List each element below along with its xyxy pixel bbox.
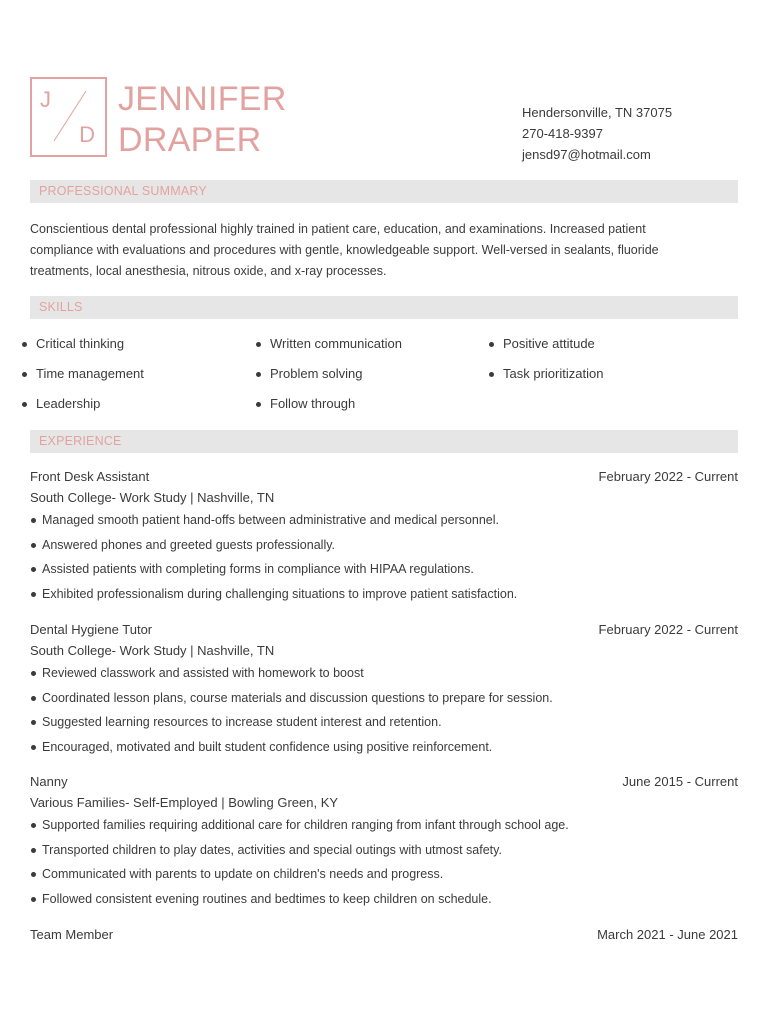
job-duties — [30, 510, 738, 609]
candidate-name — [118, 79, 287, 161]
job-duties — [30, 663, 738, 762]
job-organization: Various Families- Self-Employed | Bowling Green, KY — [30, 795, 339, 810]
summary-text — [30, 219, 738, 282]
job-title: Nanny — [30, 774, 68, 789]
first-name: JENNIFER — [118, 80, 287, 118]
skill-item: Task prioritization — [489, 365, 603, 383]
summary-line: Conscientious dental professional highly trained in patient care, education, and examinations. Increased patient — [30, 222, 646, 236]
duty-item: Managed smooth patient hand-offs between administrative and medical personnel. — [30, 510, 738, 535]
job-organization: South College- Work Study | Nashville, TN — [30, 490, 275, 505]
summary-line: compliance with evaluations and procedures with gentle, knowledgeable support. Well-versed in sealants, fluoride — [30, 243, 659, 257]
duty-item: Answered phones and greeted guests professionally. — [30, 535, 738, 560]
skills-heading: SKILLS — [30, 296, 738, 319]
job-duties — [30, 815, 738, 914]
job-organization: South College- Work Study | Nashville, TN — [30, 643, 275, 658]
last-name: DRAPER — [118, 121, 262, 159]
duty-item: Exhibited professionalism during challenging situations to improve patient satisfaction. — [30, 584, 738, 609]
duty-item: Coordinated lesson plans, course materials and discussion questions to prepare for session. — [30, 688, 738, 713]
duty-item: Followed consistent evening routines and bedtimes to keep children on schedule. — [30, 889, 738, 914]
skill-item: Time management — [22, 365, 144, 383]
duty-item: Suggested learning resources to increase student interest and retention. — [30, 712, 738, 737]
phone: 270-418-9397 — [522, 126, 603, 141]
contact-info — [522, 102, 672, 165]
job-title: Dental Hygiene Tutor — [30, 622, 153, 637]
skill-item: Positive attitude — [489, 335, 595, 353]
skill-item: Follow through — [256, 395, 355, 413]
monogram-logo — [30, 77, 107, 157]
skill-item: Critical thinking — [22, 335, 124, 353]
address: Hendersonville, TN 37075 — [522, 105, 673, 120]
experience-heading: EXPERIENCE — [30, 430, 738, 453]
job-title: Front Desk Assistant — [30, 469, 150, 484]
summary-heading: PROFESSIONAL SUMMARY — [30, 180, 738, 203]
job-title: Team Member — [30, 927, 114, 942]
skill-item: Written communication — [256, 335, 402, 353]
monogram-last-initial: D — [79, 122, 95, 147]
email: jensd97@hotmail.com — [522, 147, 651, 162]
job-dates: February 2022 - Current — [598, 622, 738, 637]
duty-item: Transported children to play dates, activities and special outings with utmost safety. — [30, 840, 738, 865]
job-dates: February 2022 - Current — [598, 469, 738, 484]
skill-item: Leadership — [22, 395, 100, 413]
duty-item: Supported families requiring additional care for children ranging from infant through school age. — [30, 815, 738, 840]
monogram-first-initial: J — [40, 87, 51, 112]
duty-item: Assisted patients with completing forms in compliance with HIPAA regulations. — [30, 559, 738, 584]
duty-item: Reviewed classwork and assisted with homework to boost — [30, 663, 738, 688]
summary-line: treatments, local anesthesia, nitrous oxide, and x-ray processes. — [30, 264, 387, 278]
skill-item: Problem solving — [256, 365, 363, 383]
job-dates: March 2021 - June 2021 — [597, 927, 738, 942]
duty-item: Communicated with parents to update on children's needs and progress. — [30, 864, 738, 889]
job-dates: June 2015 - Current — [622, 774, 738, 789]
duty-item: Encouraged, motivated and built student confidence using positive reinforcement. — [30, 737, 738, 762]
